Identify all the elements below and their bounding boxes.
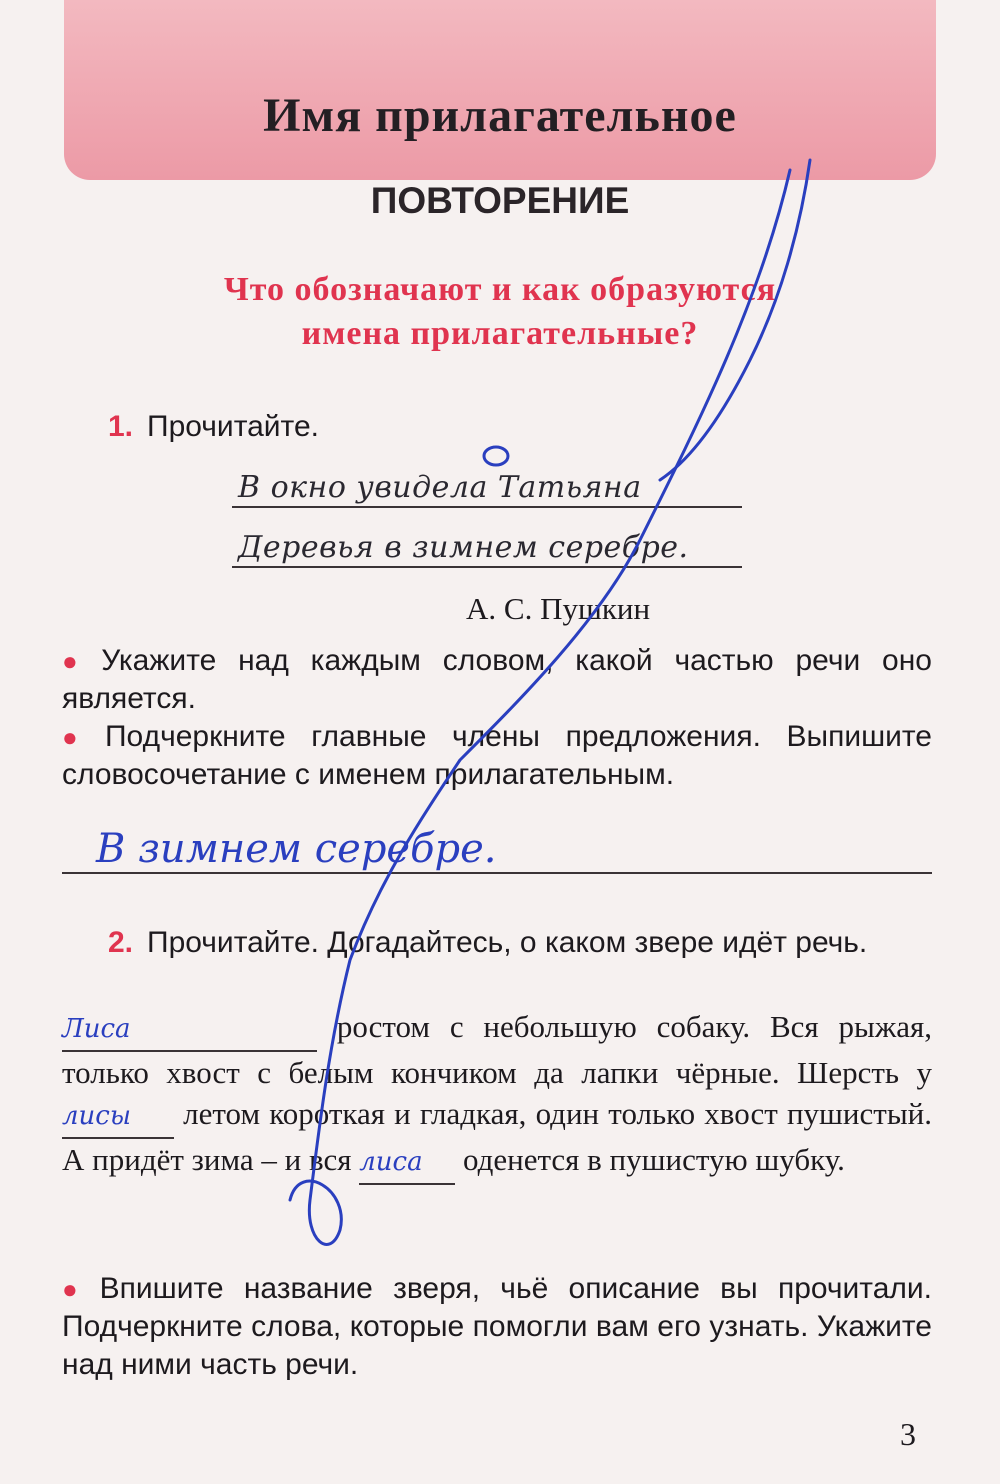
answer-blank-1-text: Лиса bbox=[62, 1014, 131, 1044]
task1-instruction: Прочитайте. bbox=[147, 410, 319, 443]
bullet-icon: ● bbox=[62, 1274, 90, 1304]
bullet-icon: ● bbox=[62, 646, 92, 676]
task2-text-part-1: ростом с небольшую собаку. Вся рыжая, только хвост с белым кончиком да лапки чёрные. Шерсть у bbox=[62, 1009, 933, 1090]
task2-bullet-text: Впишите название зверя, чьё описание вы прочитали. Подчеркните слова, которые помогли вам его узнать. Укажите над ними часть речи. bbox=[62, 1272, 932, 1381]
task1-handwritten-answer: В зимнем серебре. bbox=[96, 826, 497, 872]
page-number: 3 bbox=[900, 1416, 916, 1452]
task1-number: 1. bbox=[108, 410, 134, 443]
poem-line-2: Деревья в зимнем серебре. bbox=[238, 530, 689, 565]
task2-text-part-3: оденется в пушистую шубку. bbox=[462, 1142, 845, 1177]
answer-blank-2-text: лисы bbox=[62, 1101, 132, 1131]
task1-bullet-2-text: Подчеркните главные члены предложения. Выпишите словосочетание с именем прилагательным. bbox=[62, 720, 932, 791]
poem-line-1: В окно увидела Татьяна bbox=[238, 470, 642, 505]
section-subtitle: ПОВТОРЕНИЕ bbox=[370, 180, 630, 221]
bullet-icon: ● bbox=[62, 722, 95, 752]
page-title: Имя прилагательное bbox=[263, 89, 737, 142]
question-line-1: Что обозначают и как образуются bbox=[223, 271, 777, 308]
question-line-2: имена прилагательные? bbox=[301, 315, 699, 352]
task2-number: 2. bbox=[108, 926, 134, 959]
task2-text-part-2: летом короткая и гладкая, один только хвост пушистый. А придёт зима – и вся bbox=[62, 1096, 932, 1177]
answer-blank-3-text: лиса bbox=[359, 1147, 423, 1177]
task2-instruction: Прочитайте. Догадайтесь, о каком звере идёт речь. bbox=[147, 926, 868, 959]
poem-author: А. С. Пушкин bbox=[466, 591, 651, 626]
task1-bullet-1-text: Укажите над каждым словом, какой частью речи оно является. bbox=[62, 644, 932, 715]
